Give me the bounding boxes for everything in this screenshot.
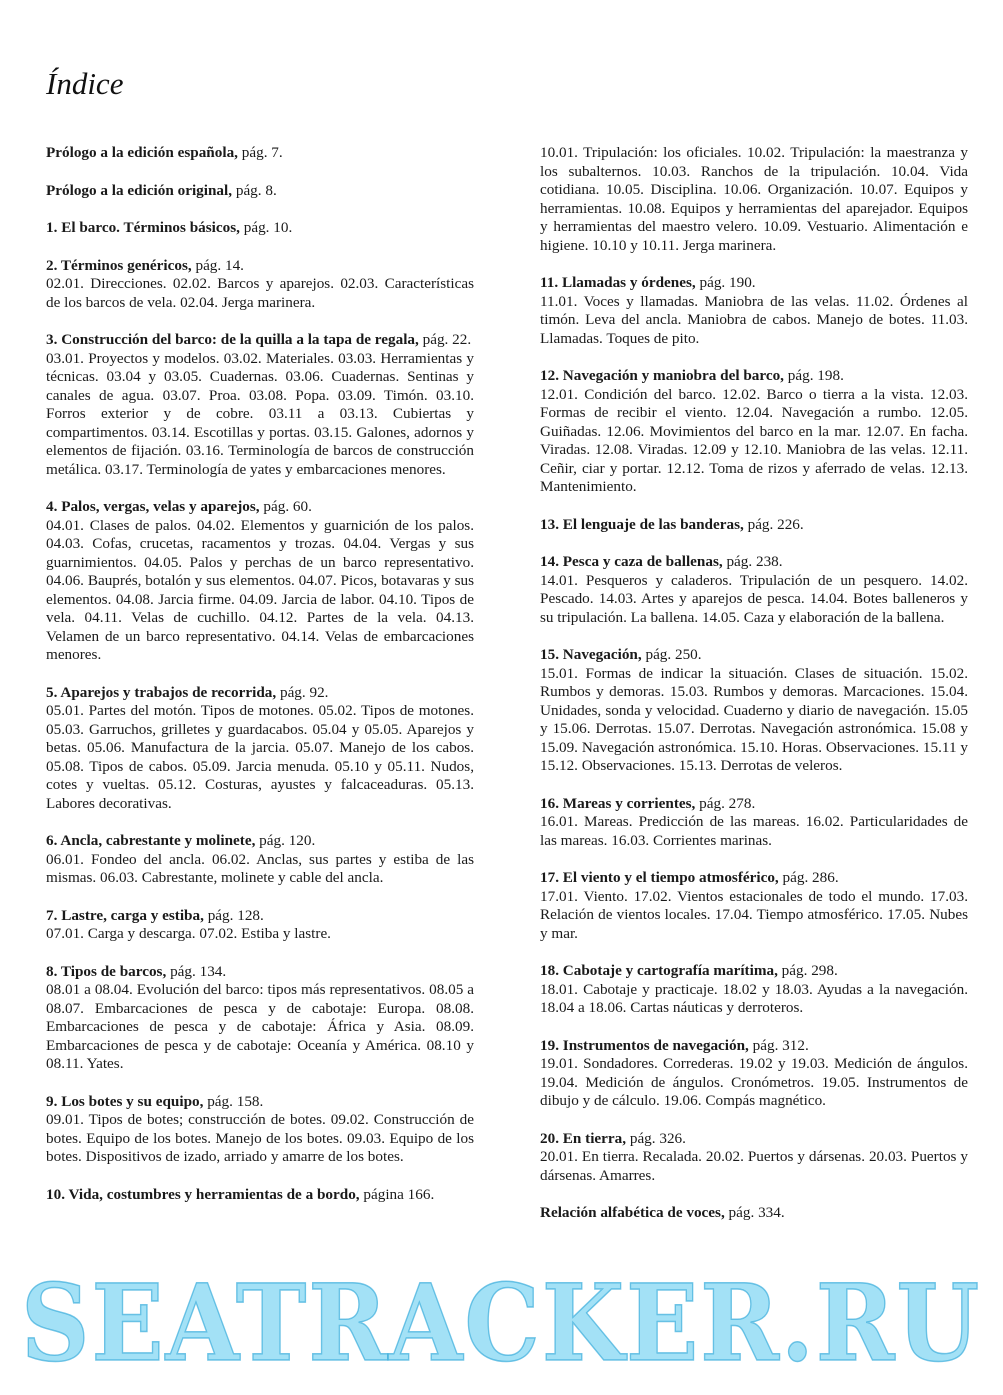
entry-title: 19. Instrumentos de navegación, xyxy=(540,1036,749,1054)
entry-body: 04.01. Clases de palos. 04.02. Elementos y guarnición de los palos. 04.03. Cofas, crucetas, racamentos y trozas. 04.04. Vergas y sus guarnimientos. 04.05. Palos y perchas de un barco representativo. 04.06. Bauprés, botalón y sus elementos. 04.07. Picos, botavaras y sus elementos. 04.08. Jarcia firme. 04.09. Jarcia de labor. 04.10. Tipos de vela. 04.11. Velas de cuchillo. 04.12. Partes de la vela. 04.13. Velamen de un barco representativo. 04.14. Velas de embarcaciones menores. xyxy=(46,516,474,663)
entry-page: pág. 286. xyxy=(778,869,839,886)
entry-body: 20.01. En tierra. Recalada. 20.02. Puertos y dársenas. 20.03. Puertos y dársenas. Amarres. xyxy=(540,1148,968,1184)
entry-title: 18. Cabotaje y cartografía marítima, xyxy=(540,962,778,979)
entry-heading xyxy=(46,684,474,703)
entry-title: 3. Construcción del barco: de la quilla a la tapa de regala, xyxy=(46,331,419,348)
toc-entry xyxy=(540,274,968,348)
toc-entry xyxy=(540,1130,968,1186)
entry-title: 7. Lastre, carga y estiba, xyxy=(46,906,204,924)
entry-heading xyxy=(46,907,474,926)
toc-entry xyxy=(540,795,968,851)
entry-title: 20. En tierra, xyxy=(540,1129,627,1147)
entry-heading xyxy=(46,331,474,350)
entry-page: pág. 134. xyxy=(166,962,227,980)
entry-heading xyxy=(46,498,474,517)
entry-heading xyxy=(540,869,968,888)
entry-heading xyxy=(540,1130,968,1149)
toc-entry xyxy=(540,1037,968,1111)
entry-body: 03.01. Proyectos y modelos. 03.02. Materiales. 03.03. Herramientas y técnicas. 03.04 y 03.05. Cuadernas. 03.06. Cuadernas. Sentinas y canales de agua. 03.07. Proa. 03.08. Popa. 03.09. Timón. 03.10. Forros exterior y de cobre. 03.11 a 03.13. Cubiertas y compartimentos. 03.14. Escotillas y portas. 03.15. Galones, adornos y elementos de fijación. 03.16. Terminología de barcos de construcción metálica. 03.17. Terminología de yates y embarcaciones menores. xyxy=(46,349,474,478)
entry-title: 11. Llamadas y órdenes, xyxy=(540,274,696,291)
toc-entry xyxy=(540,553,968,627)
entry-heading xyxy=(540,1204,968,1223)
entry-heading xyxy=(46,1186,474,1205)
entry-heading xyxy=(46,1093,474,1112)
entry-page: pág. 92. xyxy=(276,683,329,701)
entry-heading xyxy=(540,795,968,814)
toc-entry xyxy=(46,832,474,888)
entry-body: 06.01. Fondeo del ancla. 06.02. Anclas, sus partes y estiba de las mismas. 06.03. Cabrestante, molinete y cable del ancla. xyxy=(46,850,474,886)
entry-page: pág. 10. xyxy=(239,219,293,236)
toc-entry xyxy=(540,869,968,943)
entry-title: 17. El viento y el tiempo atmosférico, xyxy=(540,869,779,886)
entry-page: pág. 7. xyxy=(237,144,283,161)
toc-entry xyxy=(540,646,968,776)
entry-title: 9. Los botes y su equipo, xyxy=(46,1092,204,1110)
toc-entry xyxy=(540,367,968,497)
entry-page: pág. 250. xyxy=(641,646,702,663)
toc-entry xyxy=(46,498,474,665)
toc-entry xyxy=(46,182,474,201)
toc-entry xyxy=(46,1186,474,1205)
entry-body: 07.01. Carga y descarga. 07.02. Estiba y lastre. xyxy=(46,925,331,942)
entry-body: 09.01. Tipos de botes; construcción de botes. 09.02. Construcción de botes. Equipo de los botes. Manejo de los botes. 09.03. Equipo de los botes. Dispositivos de izado, arriado y amarre de los botes. xyxy=(46,1111,474,1165)
entry-body: 05.01. Partes del motón. Tipos de motones. 05.02. Tipos de motones. 05.03. Garruchos, grilletes y guardacabos. 05.04 y 05.05. Aparejos y betas. 05.06. Manufactura de la jarcia. 05.07. Manejo de los cabos. 05.08. Tipos de cabos. 05.09. Jarcia menuda. 05.10 y 05.11. Nudos, cotes y vueltas. 05.12. Costuras, ayustes y falcaceaduras. 05.13. Labores decorativas. xyxy=(46,702,474,812)
entry-heading xyxy=(46,144,474,163)
entry-title: Prólogo a la edición original, xyxy=(46,181,233,199)
toc-entry xyxy=(46,219,474,238)
watermark-logo xyxy=(0,1262,1003,1382)
entry-heading xyxy=(540,553,968,572)
toc-entry xyxy=(46,331,474,479)
toc-entry xyxy=(540,144,968,255)
entry-title: 2. Términos genéricos, xyxy=(46,256,192,274)
entry-page: página 166. xyxy=(359,1185,435,1203)
entry-title: 1. El barco. Términos básicos, xyxy=(46,219,240,236)
toc-left-column xyxy=(46,144,474,1223)
entry-page: pág. 60. xyxy=(259,498,312,515)
entry-page: pág. 298. xyxy=(777,962,838,979)
toc-entry xyxy=(46,257,474,313)
entry-title: 4. Palos, vergas, velas y aparejos, xyxy=(46,498,260,515)
entry-heading xyxy=(540,274,968,293)
entry-body: 19.01. Sondadores. Correderas. 19.02 y 19.03. Medición de ángulos. 19.04. Medición de ángulos. Cronómetros. 19.05. Instrumentos de dibujo y de cálculo. 19.06. Compás magnético. xyxy=(540,1055,968,1109)
entry-heading xyxy=(46,182,474,201)
entry-body: 14.01. Pesqueros y caladeros. Tripulación de un pesquero. 14.02. Pescado. 14.03. Artes y aparejos de pesca. 14.04. Botes balleneros y su tripulación. La ballena. 14.05. Caza y elaboración de la ballena. xyxy=(540,571,968,626)
entry-page: pág. 128. xyxy=(203,906,264,924)
entry-page: pág. 8. xyxy=(232,181,277,199)
entry-heading xyxy=(46,257,474,276)
entry-title: Prólogo a la edición española, xyxy=(46,144,238,161)
entry-page: pág. 198. xyxy=(783,367,844,384)
toc-entry xyxy=(46,907,474,944)
toc-right-column xyxy=(540,144,968,1242)
entry-title: 8. Tipos de barcos, xyxy=(46,962,167,980)
entry-heading xyxy=(540,1037,968,1056)
entry-heading xyxy=(540,516,968,535)
toc-entry xyxy=(46,684,474,814)
page-title: Índice xyxy=(46,66,124,101)
entry-body: 15.01. Formas de indicar la situación. Clases de situación. 15.02. Rumbos y demoras. 15.03. Rumbos y demoras. Marcaciones. 15.04. Unidades, sonda y velocidad. Cuaderno y diario de navegación. 15.05 y 15.06. Derrotas. 15.07. Derrotas. Navegación astronómica. 15.08 y 15.09. Navegación astronómica. 15.10. Horas. Observaciones. 15.11 y 15.12. Observaciones. 15.13. Derrotas de veleros. xyxy=(540,664,968,774)
entry-title: 16. Mareas y corrientes, xyxy=(540,794,696,812)
toc-entry xyxy=(46,144,474,163)
entry-body: 10.01. Tripulación: los oficiales. 10.02. Tripulación: la maestranza y los subalternos. 10.03. Ranchos de la tripulación. 10.04. Vida cotidiana. 10.05. Disciplina. 10.06. Organización. 10.07. Equipos y herramientas. 10.08. Equipos y herramientas del aparejador. Equipos y herramientas del maestro velero. 10.09. Vestuario. Alimentación e higiene. 10.10 y 10.11. Jerga marinera. xyxy=(540,144,968,254)
entry-title: 14. Pesca y caza de ballenas, xyxy=(540,553,723,570)
entry-heading xyxy=(46,219,474,238)
entry-heading xyxy=(46,832,474,851)
entry-title: 5. Aparejos y trabajos de recorrida, xyxy=(46,683,277,701)
entry-page: pág. 312. xyxy=(748,1036,809,1054)
entry-body: 17.01. Viento. 17.02. Vientos estacionales de todo el mundo. 17.03. Relación de vientos locales. 17.04. Tiempo atmosférico. 17.05. Nubes y mar. xyxy=(540,887,968,942)
entry-title: 12. Navegación y maniobra del barco, xyxy=(540,367,784,384)
entry-body: 16.01. Mareas. Predicción de las mareas. 16.02. Particularidades de las mareas. 16.03. Corrientes marinas. xyxy=(540,813,968,849)
entry-title: 6. Ancla, cabrestante y molinete, xyxy=(46,832,256,849)
entry-heading xyxy=(540,646,968,665)
entry-page: pág. 22. xyxy=(418,331,472,348)
entry-body: 12.01. Condición del barco. 12.02. Barco o tierra a la vista. 12.03. Formas de recibir el viento. 12.04. Navegación a rumbo. 12.05. Guiñadas. 12.06. Movimientos del barco en la mar. 12.07. En facha. Viradas. 12.08. Viradas. 12.09 y 12.10. Maniobra de las velas. 12.11. Ceñir, ciar y portar. 12.12. Toma de rizos y aferrado de velas. 12.13. Mantenimiento. xyxy=(540,385,968,495)
entry-body: 18.01. Cabotaje y practicaje. 18.02 y 18.03. Ayudas a la navegación. 18.04 a 18.06. Cartas náuticas y derroteros. xyxy=(540,980,968,1016)
entry-title: Relación alfabética de voces, xyxy=(540,1204,725,1221)
entry-page: pág. 334. xyxy=(724,1204,785,1221)
entry-title: 13. El lenguaje de las banderas, xyxy=(540,515,744,533)
entry-body: 02.01. Direcciones. 02.02. Barcos y aparejos. 02.03. Características de los barcos de vela. 02.04. Jerga marinera. xyxy=(46,275,474,311)
toc-entry xyxy=(540,516,968,535)
toc-entry xyxy=(540,1204,968,1223)
entry-heading xyxy=(540,962,968,981)
entry-page: pág. 120. xyxy=(255,832,316,849)
entry-heading xyxy=(46,963,474,982)
entry-page: pág. 238. xyxy=(722,553,783,570)
entry-heading xyxy=(540,367,968,386)
toc-entry xyxy=(540,962,968,1018)
entry-body: 08.01 a 08.04. Evolución del barco: tipos más representativos. 08.05 a 08.07. Embarcaciones de pesca y de cabotaje: Europa. 08.08. Embarcaciones de pesca y de cabotaje: África y Asia. 08.09. Embarcaciones de pesca y de cabotaje: Oceanía y América. 08.10 y 08.11. Yates. xyxy=(46,981,474,1072)
entry-page: pág. 190. xyxy=(695,274,756,291)
entry-page: pág. 14. xyxy=(191,256,244,274)
entry-title: 10. Vida, costumbres y herramientas de a bordo, xyxy=(46,1185,360,1203)
entry-page: pág. 158. xyxy=(203,1092,264,1110)
entry-body: 11.01. Voces y llamadas. Maniobra de las velas. 11.02. Órdenes al timón. Leva del ancla. Maniobra de cabos. Manejo de botes. 11.03. Llamadas. Toques de pito. xyxy=(540,292,968,347)
entry-page: pág. 278. xyxy=(695,794,756,812)
entry-page: pág. 326. xyxy=(626,1129,686,1147)
entry-page: pág. 226. xyxy=(743,515,804,533)
toc-entry xyxy=(46,1093,474,1167)
entry-title: 15. Navegación, xyxy=(540,646,642,663)
watermark-text: SEATRACKER.RU xyxy=(21,1262,981,1382)
toc-entry xyxy=(46,963,474,1074)
